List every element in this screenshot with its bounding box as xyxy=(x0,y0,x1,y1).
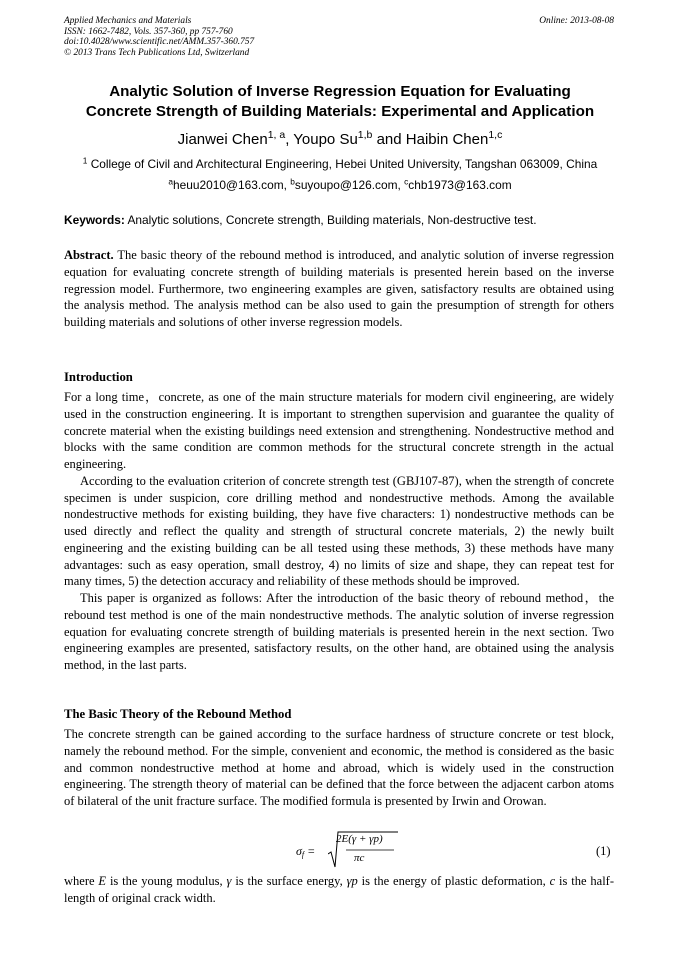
intro-paragraph-2: According to the evaluation criterion of concrete strength test (GBJ107-87), when the strength of concrete specimen is under suspicion, core drilling method and nondestructive methods. Among the available nondestructive methods for existing building, they have five characters: 1) nondestructive methods can be used directly and reflect the quality and strength of structural concrete materials, 2) the newly built engineering and the existing building can be all tested using these methods, 3) these methods have many advantages: such as easy operation, small destroy, 4) no limits of size and shape, they can repeat test for many times, 5) the detection accuracy and reliability of these methods should be improved. xyxy=(64,473,614,589)
equation-denominator: πc xyxy=(354,852,365,864)
intro-paragraph-3: This paper is organized as follows: After the introduction of the basic theory of rebound method，the rebound test method is one of the main nondestructive methods. The analytic solution of inverse regression equation for evaluating concrete strength of building materials is presented herein in the next section. Two engineering examples are presented, satisfactory results, on the other hand, are obtained using the analysis method, in the last parts. xyxy=(64,591,614,672)
author-list xyxy=(40,131,640,149)
doi-line: doi:10.4028/www.scientific.net/AMM.357-360.757 xyxy=(64,37,255,48)
sigma-symbol: σ xyxy=(296,844,302,858)
issn-line: ISSN: 1662-7482, Vols. 357-360, pp 757-760 xyxy=(64,26,233,37)
email-marker: a xyxy=(168,176,174,187)
equation-numerator: 2E(γ + γp) xyxy=(336,833,383,845)
author-3: Haibin Chen xyxy=(405,131,489,148)
author-2-affil: 1,b xyxy=(357,129,373,142)
where-text: is the young modulus, xyxy=(106,874,227,888)
author-2: Youpo Su xyxy=(293,131,358,148)
where-text: where xyxy=(64,874,99,888)
keywords xyxy=(64,213,624,228)
where-text: is the surface energy, xyxy=(231,874,347,888)
equals-sign: = xyxy=(304,844,316,858)
symbol-gamma: γ xyxy=(226,874,232,888)
email-marker: c xyxy=(404,176,409,187)
intro-paragraph-1: For a long time，concrete, as one of the main structure materials for modern civil engineering, are widely used in the construction engineering. It is important to strengthen supervision and guarantee the quality of concrete material when the existing buildings need extension and strengthening. Nondestructive method and blocks with the same condition are common methods for the structural concrete strength in the actual engineering. xyxy=(64,390,614,471)
author-separator: , xyxy=(285,131,294,148)
abstract xyxy=(64,247,614,331)
keywords-text: Analytic solutions, Concrete strength, Building materials, Non-destructive test. xyxy=(124,213,537,227)
title-line-1: Analytic Solution of Inverse Regression Equation for Evaluating xyxy=(109,83,571,100)
author-3-affil: 1,c xyxy=(488,129,503,142)
basic-theory-body xyxy=(64,726,614,810)
abstract-text: The basic theory of the rebound method is introduced, and analytic solution of inverse regression equation for evaluating concrete strength of building materials is presented herein based on the inverse regression model. Furthermore, two engineering examples are given, satisfactory results are obtained using the analysis method. The analysis method can be also used to gain the presumption of strength for others building materials and solutions of other inverse regression models. xyxy=(64,248,614,329)
affiliation xyxy=(40,157,640,172)
email-c: chb1973@163.com xyxy=(408,178,512,192)
equation-1 xyxy=(296,830,426,868)
symbol-gamma-p: γp xyxy=(346,874,358,888)
journal-name: Applied Mechanics and Materials xyxy=(64,16,192,26)
affiliation-text: College of Civil and Architectural Engineering, Hebei United University, Tangshan 063009, China xyxy=(87,157,598,171)
author-separator: and xyxy=(372,131,406,148)
equation-explanation xyxy=(64,873,614,907)
keywords-label: Keywords: xyxy=(64,213,125,227)
section-heading-introduction: Introduction xyxy=(64,370,133,384)
title-line-2: Concrete Strength of Building Materials: Experimental and Application xyxy=(85,103,595,120)
copyright-line: © 2013 Trans Tech Publications Ltd, Switzerland xyxy=(64,47,250,58)
symbol-c: c xyxy=(549,874,556,888)
abstract-label: Abstract. xyxy=(64,248,114,262)
email-b: suyoupo@126.com, xyxy=(294,178,405,192)
author-1-affil: 1, a xyxy=(267,129,286,142)
equation-lhs xyxy=(296,844,315,859)
basic-theory-paragraph-1: The concrete strength can be gained according to the surface hardness of structure concrete or test block, namely the rebound method. For the simple, convenient and economic, the method is considered as the basic and common nondestructive method at home and abroad, which is widely used in the construction engineering. The strength theory of material can be defined that the force between the adjacent carbon atoms of bilateral of the unit fracture surface. The modified formula is presented by Irwin and Orowan. xyxy=(64,727,614,808)
author-emails xyxy=(40,178,640,193)
online-date: Online: 2013-08-08 xyxy=(539,16,614,26)
where-text: is the half-length of original crack width. xyxy=(64,874,614,905)
sigma-subscript: f xyxy=(301,850,305,859)
author-1: Jianwei Chen xyxy=(177,131,268,148)
introduction-body xyxy=(64,389,614,674)
section-heading-basic-theory: The Basic Theory of the Rebound Method xyxy=(64,707,292,721)
paper-title xyxy=(40,82,640,122)
journal-header xyxy=(64,16,614,58)
affiliation-marker: 1 xyxy=(82,155,88,166)
symbol-E: E xyxy=(98,874,107,888)
email-marker: b xyxy=(290,176,295,187)
where-text: is the energy of plastic deformation, xyxy=(357,874,550,888)
equation-number: (1) xyxy=(596,844,611,858)
email-a: heuu2010@163.com, xyxy=(173,178,291,192)
